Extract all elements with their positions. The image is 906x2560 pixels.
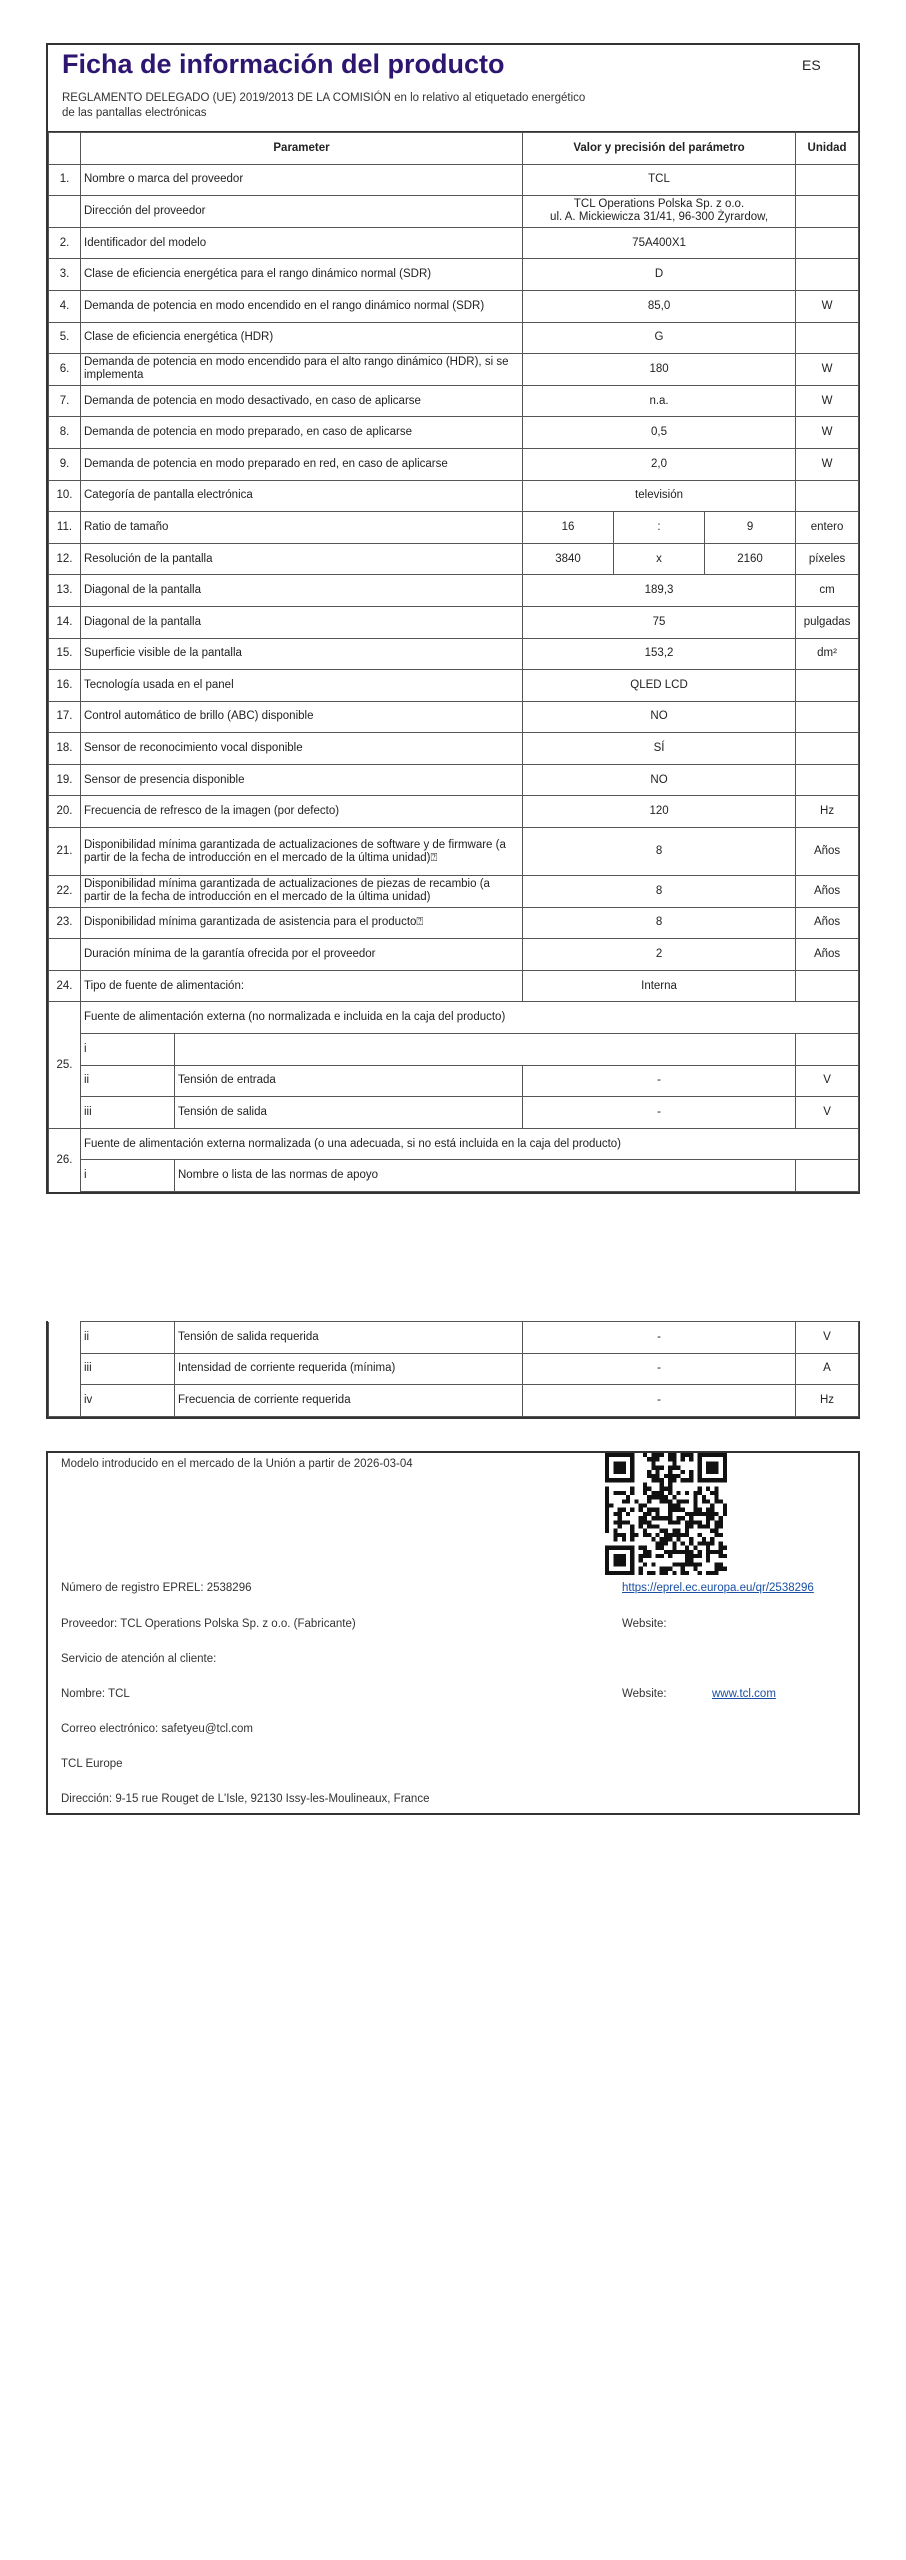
row-unit	[796, 733, 859, 765]
table-row	[49, 733, 859, 765]
table-row	[49, 970, 859, 1002]
subrow-label: Tensión de salida	[175, 1097, 523, 1129]
row-unit: píxeles	[796, 543, 859, 575]
row-value: 8	[523, 907, 796, 939]
column-header-parameter: Parameter	[81, 133, 523, 165]
row-unit: entero	[796, 512, 859, 544]
table-row	[49, 907, 859, 939]
subrow-label	[175, 1034, 796, 1066]
row-label: Frecuencia de refresco de la imagen (por defecto)	[81, 796, 523, 828]
row-unit: cm	[796, 575, 859, 607]
subrow-unit: V	[796, 1065, 859, 1097]
row-label: Tecnología usada en el panel	[81, 670, 523, 702]
row-number: 15.	[49, 638, 81, 670]
table-row	[49, 417, 859, 449]
subrow-value: -	[523, 1322, 796, 1354]
subrow-label: Intensidad de corriente requerida (mínima)	[175, 1353, 523, 1385]
row-label: Demanda de potencia en modo encendido en el rango dinámico normal (SDR)	[81, 290, 523, 322]
row-number: 24.	[49, 970, 81, 1002]
row-unit	[796, 259, 859, 291]
page-title: Ficha de información del producto	[62, 49, 505, 79]
table-continuation	[46, 1321, 860, 1419]
subrow-number: ii	[81, 1322, 175, 1354]
subrow-number: iii	[81, 1097, 175, 1129]
row-unit	[796, 480, 859, 512]
eprel-info-box	[46, 1451, 860, 1815]
table-row	[49, 354, 859, 386]
table-subrow	[49, 1065, 859, 1097]
column-header-unit: Unidad	[796, 133, 859, 165]
row-value: 8	[523, 876, 796, 908]
row-label: Demanda de potencia en modo preparado en red, en caso de aplicarse	[81, 448, 523, 480]
row-label: Demanda de potencia en modo desactivado, en caso de aplicarse	[81, 385, 523, 417]
market-date: Modelo introducido en el mercado de la Unión a partir de 2026-03-04	[61, 1458, 413, 1470]
row-unit: W	[796, 354, 859, 386]
row-label: Dirección del proveedor	[81, 196, 523, 228]
table-row	[49, 480, 859, 512]
row-unit: W	[796, 448, 859, 480]
customer-website-label: Website:	[622, 1688, 667, 1700]
row-label: Clase de eficiencia energética para el rango dinámico normal (SDR)	[81, 259, 523, 291]
row-value	[523, 196, 796, 228]
row-unit: Años	[796, 907, 859, 939]
row-value: 153,2	[523, 638, 796, 670]
row-label: Disponibilidad mínima garantizada de actualizaciones de software y de firmware (a partir de la fecha de introducción en el mercado de la última unidad)⍰	[81, 828, 523, 876]
regulation-line-2: de las pantallas electrónicas	[62, 107, 207, 119]
row-label: Control automático de brillo (ABC) disponible	[81, 701, 523, 733]
row-value: 75	[523, 606, 796, 638]
subrow-unit: V	[796, 1322, 859, 1354]
row-number: 8.	[49, 417, 81, 449]
table-subrow	[49, 1385, 859, 1417]
row-label: Clase de eficiencia energética (HDR)	[81, 322, 523, 354]
table-subrow	[49, 1160, 859, 1192]
row-number: 22.	[49, 876, 81, 908]
subrow-label: Frecuencia de corriente requerida	[175, 1385, 523, 1417]
row-label: Identificador del modelo	[81, 227, 523, 259]
table-row	[49, 939, 859, 971]
row-value: G	[523, 322, 796, 354]
table-subrow	[49, 1034, 859, 1066]
table-row	[49, 196, 859, 228]
row-unit	[796, 164, 859, 196]
row-number: 11.	[49, 512, 81, 544]
table-row	[49, 322, 859, 354]
row-number	[49, 939, 81, 971]
table-row	[49, 448, 859, 480]
row-value: NO	[523, 701, 796, 733]
row-unit: Hz	[796, 796, 859, 828]
customer-email: Correo electrónico: safetyeu@tcl.com	[61, 1723, 253, 1735]
row-unit	[796, 322, 859, 354]
table-subrow	[49, 1322, 859, 1354]
row-number	[49, 196, 81, 228]
qr-code-icon[interactable]	[605, 1453, 727, 1575]
row-unit: W	[796, 385, 859, 417]
table-row	[49, 796, 859, 828]
row-unit: Años	[796, 828, 859, 876]
row-value: 2,0	[523, 448, 796, 480]
row-number: 23.	[49, 907, 81, 939]
row-value: QLED LCD	[523, 670, 796, 702]
row-label: Duración mínima de la garantía ofrecida por el proveedor	[81, 939, 523, 971]
aspect-ratio-separator: :	[614, 512, 705, 544]
row-value: NO	[523, 764, 796, 796]
row-value: 2	[523, 939, 796, 971]
table-row	[49, 543, 859, 575]
table-row	[49, 164, 859, 196]
row-value: 8	[523, 828, 796, 876]
row-number: 16.	[49, 670, 81, 702]
row-number: 3.	[49, 259, 81, 291]
supplier-line: Proveedor: TCL Operations Polska Sp. z o.o. (Fabricante)	[61, 1618, 356, 1630]
row-number: 1.	[49, 164, 81, 196]
row-number: 14.	[49, 606, 81, 638]
table-row	[49, 1002, 859, 1034]
supplier-website-label: Website:	[622, 1618, 667, 1630]
aspect-ratio-height: 9	[705, 512, 796, 544]
table-subrow	[49, 1353, 859, 1385]
row-number: 5.	[49, 322, 81, 354]
row-unit: Años	[796, 876, 859, 908]
row-value: 0,5	[523, 417, 796, 449]
row-label: Fuente de alimentación externa normalizada (o una adecuada, si no está incluida en la caja del producto)	[81, 1128, 859, 1160]
regulation-line-1: REGLAMENTO DELEGADO (UE) 2019/2013 DE LA COMISIÓN en lo relativo al etiquetado energético	[62, 92, 586, 104]
row-label: Sensor de reconocimiento vocal disponible	[81, 733, 523, 765]
eprel-link[interactable]: https://eprel.ec.europa.eu/qr/2538296	[622, 1582, 814, 1594]
language-code: ES	[802, 57, 821, 73]
row-unit: dm²	[796, 638, 859, 670]
row-label: Tipo de fuente de alimentación:	[81, 970, 523, 1002]
row-number: 25.	[49, 1002, 81, 1128]
table-header-row	[49, 133, 859, 165]
row-number: 13.	[49, 575, 81, 607]
table-row	[49, 227, 859, 259]
customer-entity: TCL Europe	[61, 1758, 123, 1770]
row-unit	[796, 764, 859, 796]
customer-address: Dirección: 9-15 rue Rouget de L'Isle, 92130 Issy-les-Moulineaux, France	[61, 1793, 430, 1805]
customer-service-heading: Servicio de atención al cliente:	[61, 1653, 217, 1665]
table-row	[49, 1128, 859, 1160]
subrow-unit	[796, 1160, 859, 1192]
row-label: Nombre o marca del proveedor	[81, 164, 523, 196]
resolution-width: 3840	[523, 543, 614, 575]
table-subrow	[49, 1097, 859, 1129]
aspect-ratio-width: 16	[523, 512, 614, 544]
row-label: Resolución de la pantalla	[81, 543, 523, 575]
row-number: 20.	[49, 796, 81, 828]
row-value: D	[523, 259, 796, 291]
row-label: Demanda de potencia en modo preparado, en caso de aplicarse	[81, 417, 523, 449]
row-value: 189,3	[523, 575, 796, 607]
table-row	[49, 701, 859, 733]
resolution-separator: x	[614, 543, 705, 575]
subrow-value: -	[523, 1353, 796, 1385]
row-number: 10.	[49, 480, 81, 512]
resolution-height: 2160	[705, 543, 796, 575]
table-row	[49, 385, 859, 417]
row-unit	[796, 970, 859, 1002]
customer-service-name: Nombre: TCL	[61, 1688, 130, 1700]
row-number: 26.	[49, 1128, 81, 1191]
row-label: Superficie visible de la pantalla	[81, 638, 523, 670]
subrow-value: -	[523, 1065, 796, 1097]
row-number: 6.	[49, 354, 81, 386]
subrow-label: Tensión de entrada	[175, 1065, 523, 1097]
product-information-sheet	[46, 43, 860, 1194]
subrow-number: i	[81, 1160, 175, 1192]
table-row	[49, 575, 859, 607]
table-row	[49, 638, 859, 670]
row-value: 120	[523, 796, 796, 828]
row-label: Diagonal de la pantalla	[81, 575, 523, 607]
row-label: Ratio de tamaño	[81, 512, 523, 544]
table-row	[49, 606, 859, 638]
column-header-value: Valor y precisión del parámetro	[523, 133, 796, 165]
subrow-label: Nombre o lista de las normas de apoyo	[175, 1160, 796, 1192]
row-value: SÍ	[523, 733, 796, 765]
row-number: 17.	[49, 701, 81, 733]
subrow-unit	[796, 1034, 859, 1066]
sheet-header	[48, 45, 858, 132]
row-unit	[796, 701, 859, 733]
row-unit	[796, 670, 859, 702]
table-row	[49, 512, 859, 544]
table-row	[49, 670, 859, 702]
subrow-number: i	[81, 1034, 175, 1066]
row-unit: W	[796, 417, 859, 449]
subrow-unit: Hz	[796, 1385, 859, 1417]
row-unit: Años	[796, 939, 859, 971]
subrow-number: iv	[81, 1385, 175, 1417]
subrow-number: ii	[81, 1065, 175, 1097]
row-unit	[796, 227, 859, 259]
row-value: 75A400X1	[523, 227, 796, 259]
customer-website-link[interactable]: www.tcl.com	[712, 1688, 776, 1700]
row-label: Categoría de pantalla electrónica	[81, 480, 523, 512]
row-label: Diagonal de la pantalla	[81, 606, 523, 638]
supplier-address-line-2: ul. A. Mickiewicza 31/41, 96-300 Żyrardow,	[550, 211, 769, 224]
row-number: 4.	[49, 290, 81, 322]
row-number: 7.	[49, 385, 81, 417]
row-label: Disponibilidad mínima garantizada de asistencia para el producto⍰	[81, 907, 523, 939]
table-row	[49, 876, 859, 908]
table-row	[49, 259, 859, 291]
row-value: televisión	[523, 480, 796, 512]
row-number: 21.	[49, 828, 81, 876]
row-number: 9.	[49, 448, 81, 480]
subrow-unit: V	[796, 1097, 859, 1129]
parameter-table	[48, 132, 859, 1192]
row-value: Interna	[523, 970, 796, 1002]
row-label: Fuente de alimentación externa (no normalizada e incluida en la caja del producto)	[81, 1002, 859, 1034]
table-row	[49, 764, 859, 796]
row-unit	[796, 196, 859, 228]
table-row	[49, 290, 859, 322]
row-unit: pulgadas	[796, 606, 859, 638]
row-number: 12.	[49, 543, 81, 575]
row-value: n.a.	[523, 385, 796, 417]
table-row	[49, 828, 859, 876]
row-value: 85,0	[523, 290, 796, 322]
subrow-value: -	[523, 1097, 796, 1129]
regulation-text	[62, 91, 585, 121]
row-value: 180	[523, 354, 796, 386]
eprel-registration: Número de registro EPREL: 2538296	[61, 1582, 252, 1594]
row-unit: W	[796, 290, 859, 322]
row-number: 2.	[49, 227, 81, 259]
subrow-value: -	[523, 1385, 796, 1417]
subrow-number: iii	[81, 1353, 175, 1385]
row-label: Sensor de presencia disponible	[81, 764, 523, 796]
supplier-address-line-1: TCL Operations Polska Sp. z o.o.	[573, 198, 745, 211]
row-label: Disponibilidad mínima garantizada de actualizaciones de piezas de recambio (a partir de la fecha de introducción en el mercado de la última unidad)	[81, 876, 523, 908]
row-value: TCL	[523, 164, 796, 196]
parameter-table-continued	[48, 1321, 859, 1417]
subrow-label: Tensión de salida requerida	[175, 1322, 523, 1354]
row-number: 18.	[49, 733, 81, 765]
subrow-unit: A	[796, 1353, 859, 1385]
row-label: Demanda de potencia en modo encendido para el alto rango dinámico (HDR), si se implementa	[81, 354, 523, 386]
row-number: 19.	[49, 764, 81, 796]
